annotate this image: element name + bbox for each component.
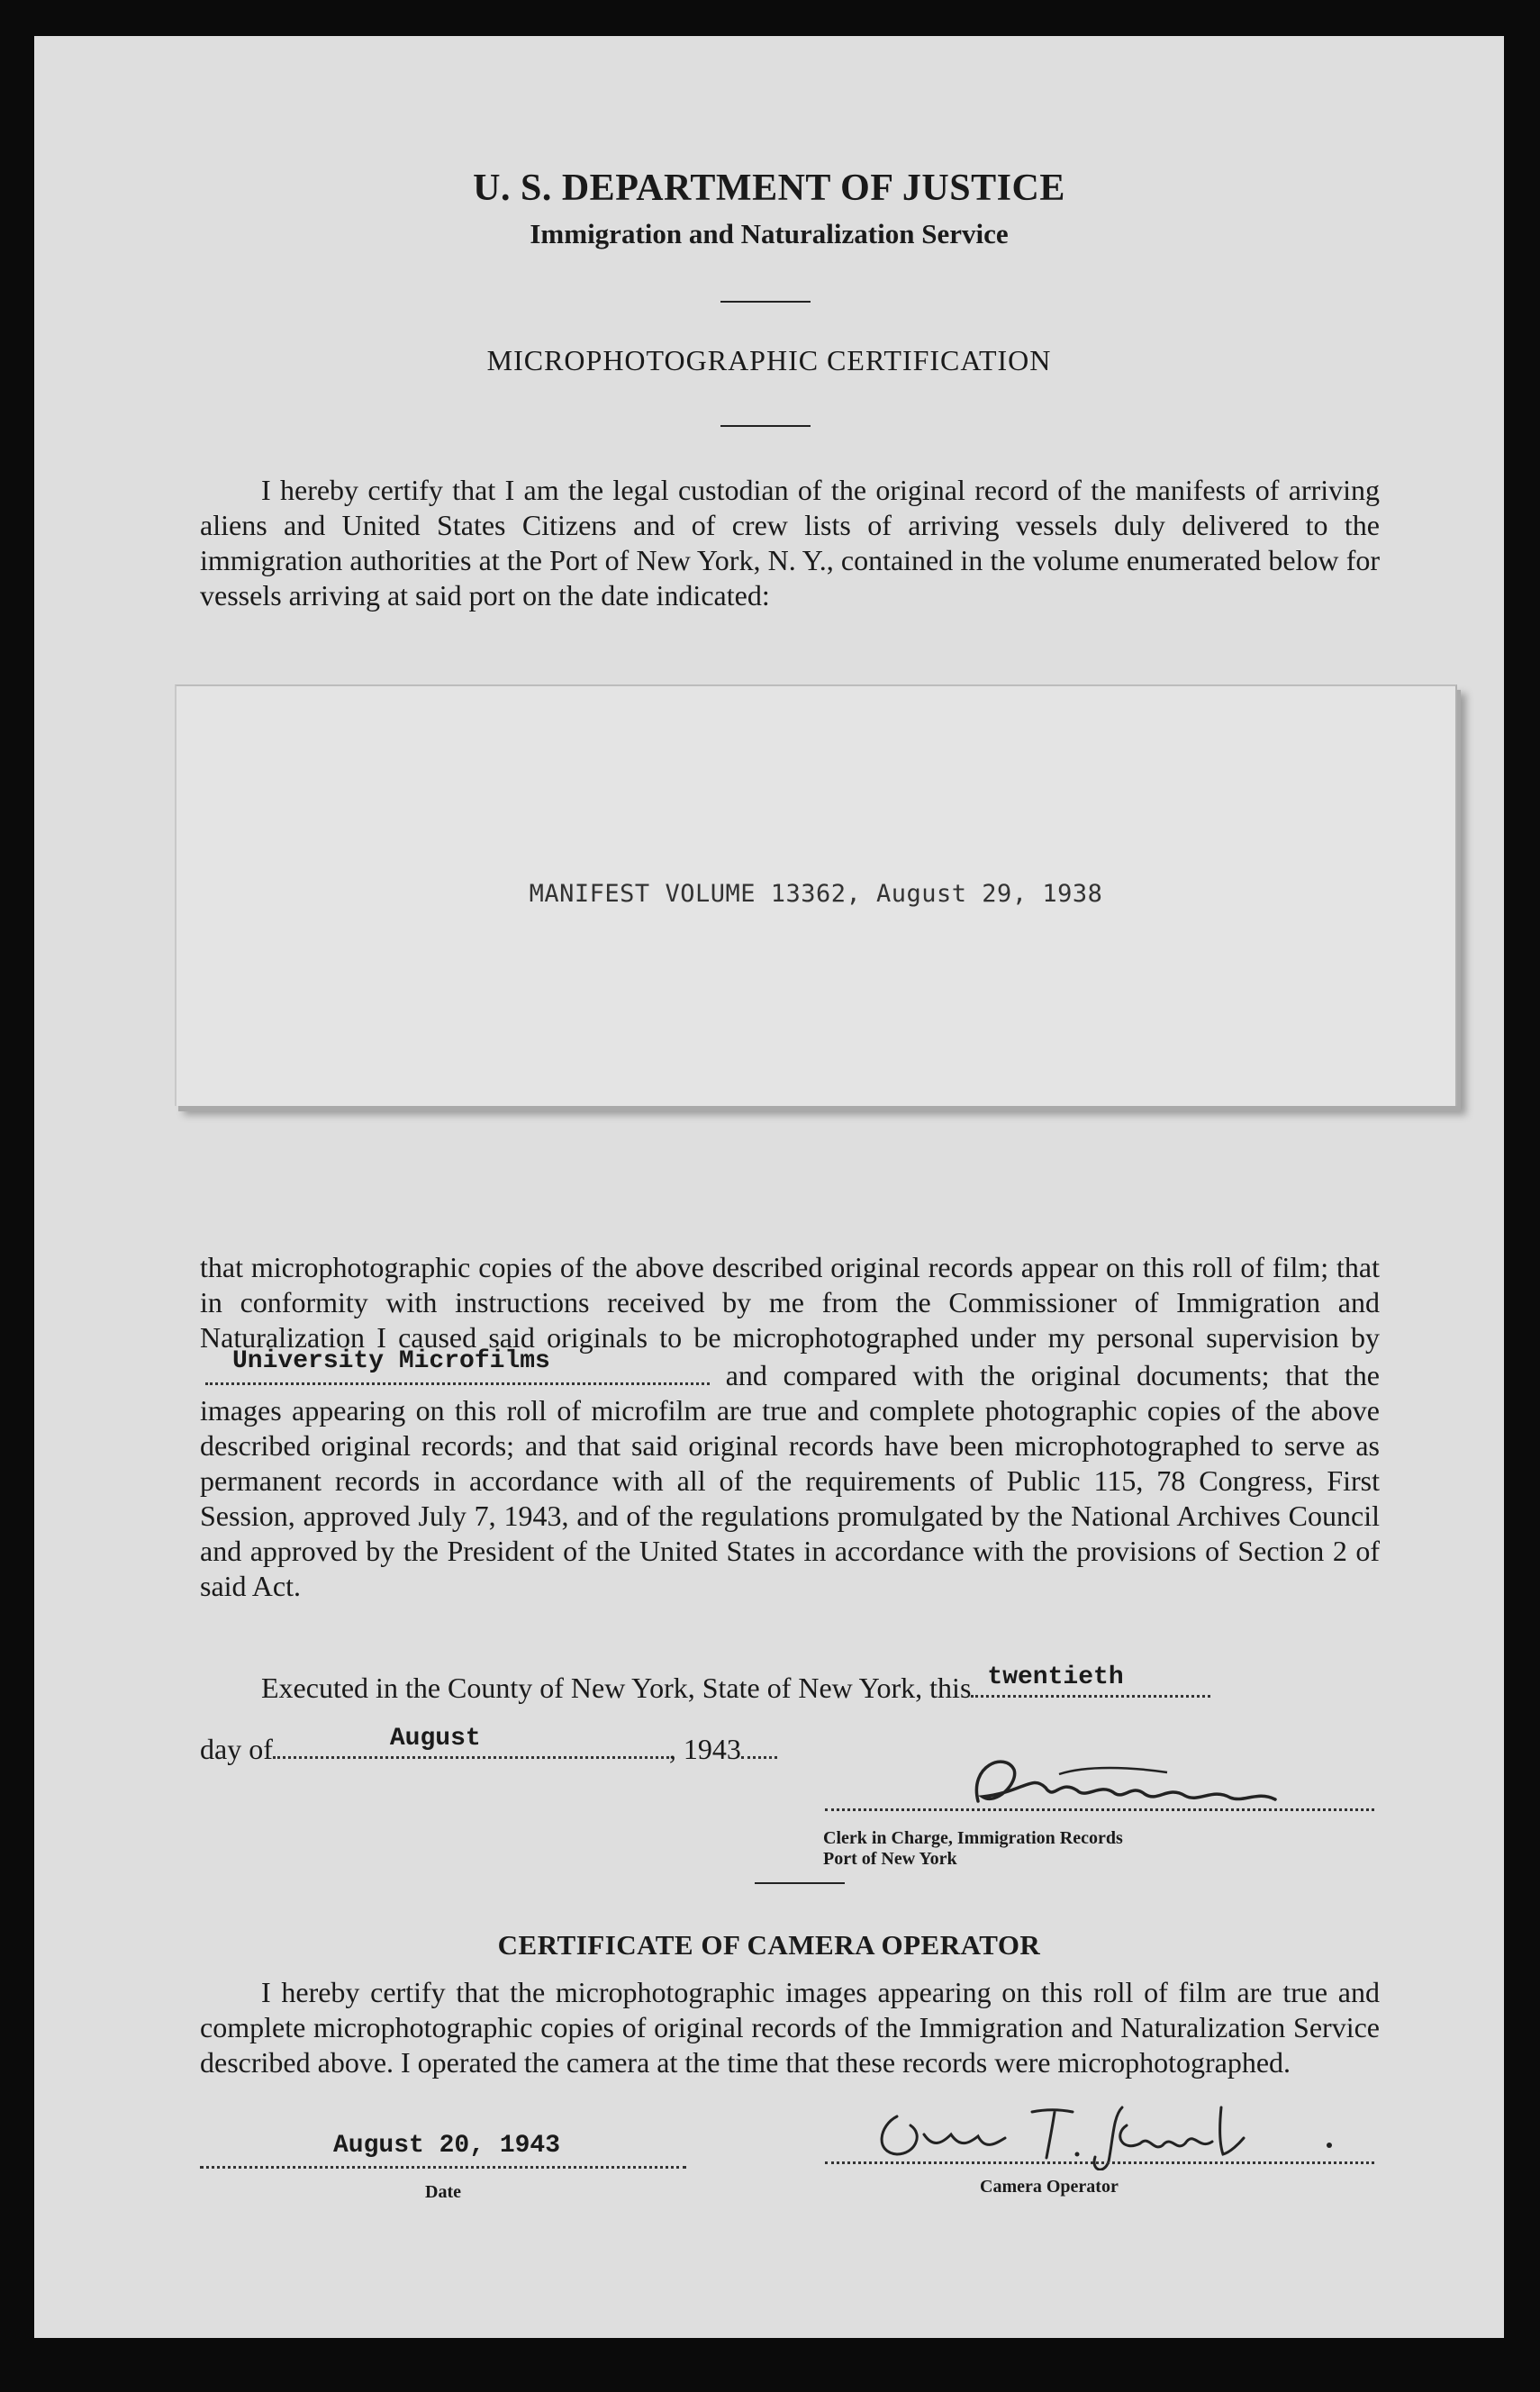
intro-paragraph (200, 473, 1380, 613)
clerk-title (823, 1828, 1123, 1870)
day-field (971, 1663, 1210, 1698)
execution-prefix: Executed in the County of New York, State of New York, this (261, 1672, 972, 1704)
body-text-part2: and compared with the original documents; that the images appearing on this roll of microfilm are true and complete photographic copies of the above described original records; and that said original records have been microphotographed to serve as permanent records in accordance with all of the requirements of Public 115, 78 Congress, First Session, approved July 7, 1943, and of the regulations promulgated by the National Archives Council and approved by the President of the United States in accordance with the provisions of Section 2 of said Act. (200, 1359, 1381, 1602)
camera-certificate-paragraph (200, 1975, 1380, 2080)
document-page (34, 36, 1504, 2338)
execution-line (261, 1663, 1210, 1705)
supervisor-name: University Microfilms (232, 1347, 550, 1375)
date-value: August 20, 1943 (333, 2132, 561, 2160)
clerk-signature (789, 1747, 1374, 1819)
date-line (200, 1725, 777, 1766)
service-subtitle: Immigration and Naturalization Service (530, 218, 1009, 249)
day-value: twentieth (987, 1663, 1124, 1691)
certification-title: MICROPHOTOGRAPHIC CERTIFICATION (486, 344, 1052, 376)
operator-signature (789, 2098, 1437, 2170)
date-label: Date (425, 2182, 461, 2202)
body-text-part1: that microphotographic copies of the above described original records appear on this roll of film; that in conformity with instructions received by me from the Commissioner of Immigration and Naturalization I caused said originals to be microphotographed under my personal supervision by (200, 1251, 1380, 1354)
divider-line (755, 1882, 845, 1884)
operator-label: Camera Operator (980, 2177, 1119, 2197)
clerk-title-line2: Port of New York (823, 1849, 957, 1869)
supervisor-field (205, 1347, 710, 1385)
department-title: U. S. DEPARTMENT OF JUSTICE (473, 168, 1065, 209)
day-of-label: day of (200, 1733, 273, 1765)
intro-text: I hereby certify that I am the legal custodian of the original record of the manifests of arriving aliens and United States Citizens and of crew lists of arriving vessels duly delivered to the immigration authorities at the Port of New York, N. Y., contained in the volume enumerated below for vessels arriving at said port on the date indicated: (200, 474, 1380, 612)
divider-line (720, 425, 811, 427)
clerk-title-line1: Clerk in Charge, Immigration Records (823, 1828, 1123, 1848)
year-digit: 3 (726, 1733, 741, 1765)
camera-certificate-title: CERTIFICATE OF CAMERA OPERATOR (497, 1929, 1041, 1961)
month-field (273, 1725, 669, 1759)
year-prefix: , 194 (668, 1733, 727, 1765)
month-value: August (389, 1725, 481, 1753)
divider-line (720, 301, 811, 303)
operator-signature-line (825, 2161, 1374, 2164)
body-paragraph (200, 1250, 1380, 1604)
year-dots (741, 1729, 777, 1759)
clerk-signature-line (825, 1808, 1374, 1811)
operator-signature-graphic (789, 2098, 1437, 2170)
camera-certificate-text: I hereby certify that the microphotographic images appearing on this roll of film are true and complete microphotographic copies of original records of the Immigration and Naturalization Service described above. I operated the camera at the time that these records were microphotographed. (200, 1976, 1380, 2079)
date-field (200, 2130, 686, 2169)
manifest-volume-text: MANIFEST VOLUME 13362, August 29, 1938 (529, 880, 1103, 908)
manifest-box (175, 684, 1457, 1106)
